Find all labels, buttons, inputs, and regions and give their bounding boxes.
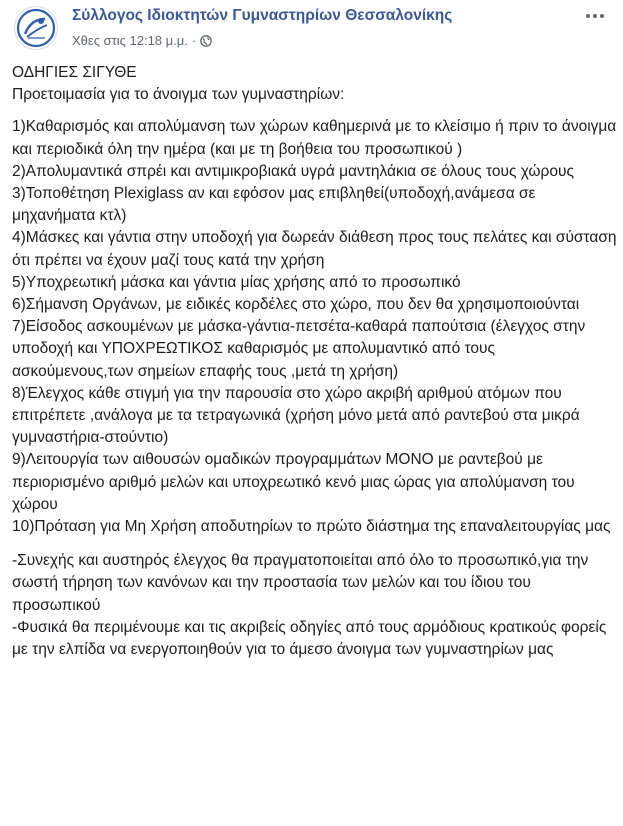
meta-separator: ·	[191, 33, 197, 48]
note-paragraph: -Φυσικά θα περιμένουμε και τις ακριβείς οδηγίες από τους αρμόδιους κρατικούς φορείς με την ελπίδα να ενεργοποιηθούν για το άμεσο άνοιγμα των γυμναστηρίων μας	[12, 618, 607, 659]
note-paragraph: -Συνεχής και αυστηρός έλεγχος θα πραγματοποιείται από όλο το προσωπικό,για την σωστή τήρηση των κανόνων και την προστασία των μελών και του ίδιου του προσωπικού	[12, 552, 589, 614]
post-title: ΟΔΗΓΙΕΣ ΣΙΓΥΘΕ	[12, 64, 137, 81]
post-meta	[72, 33, 212, 48]
list-item: 8)Έλεγχος κάθε στιγμή για την παρουσία στο χώρο ακριβή αριθμού ατόμων που επιτρέπετε ,ανάλογα με τα τετραγωνικά (χρήση μόνο μετά από ραντεβού στα μικρά γυμναστήρια-στούντιο)	[12, 384, 580, 447]
club-logo-icon	[15, 7, 57, 49]
list-item: 1)Καθαρισμός και απολύμανση των χώρων καθημερινά με το κλείσιμο ή πριν το άνοιγμα και περιοδικά όλη την ημέρα (και με τη βοήθεια του προσωπικού )	[12, 118, 617, 158]
list-item: 2)Απολυμαντικά σπρέι και αντιμικροβιακά υγρά μαντηλάκια σε όλους τους χώρους	[12, 162, 574, 180]
list-item: 6)Σήμανση Οργάνων, με ειδικές κορδέλες στο χώρο, που δεν θα χρησιμοποιούνται	[12, 296, 580, 314]
post-text	[12, 62, 617, 661]
more-options-icon[interactable]	[583, 6, 607, 26]
list-item: 3)Τοποθέτηση Plexiglass αν και εφόσον μας επιβληθεί(υποδοχή,ανάμεσα σε μηχανήματα κτλ)	[12, 185, 536, 225]
list-item: 5)Υποχρεωτική μάσκα και γάντια μίας χρήσης από το προσωπικό	[12, 273, 461, 291]
post-intro: Προετοιμασία για το άνοιγμα των γυμναστηρίων:	[12, 86, 345, 104]
post-header	[10, 4, 613, 54]
list-item: 4)Μάσκες και γάντια στην υποδοχή για δωρεάν διάθεση προς τους πελάτες και σύσταση ότι πρέπει να έχουν μαζί τους κατά την χρήση	[12, 229, 617, 269]
list-item: 7)Είσοδος ασκουμένων με μάσκα-γάντια-πετσέτα-καθαρά παπούτσια (έλεγχος στην υποδοχή και ΥΠΟΧΡΕΩΤΙΚΟΣ καθαρισμός με απολυμαντικό από τους ασκούμενους,των σημείων επαφής τους ,μετά τη χρήση)	[12, 318, 586, 380]
list-item: 9)Λειτουργία των αιθουσών ομαδικών προγραμμάτων ΜΟΝΟ με ραντεβού με περιορισμένο αριθμό μελών και υποχρεωτικό κενό μιας ώρας για απολύμανση του χώρου	[12, 451, 575, 513]
page-name-link[interactable]: Σύλλογος Ιδιοκτητών Γυμναστηρίων Θεσσαλονίκης	[72, 7, 453, 24]
avatar[interactable]	[14, 6, 58, 50]
list-item: 10)Πρόταση για Μη Χρήση αποδυτηρίων το πρώτο διάστημα της επαναλειτουργίας μας	[12, 518, 611, 536]
globe-icon[interactable]	[200, 35, 212, 47]
post-timestamp[interactable]: Χθες στις 12:18 μ.μ.	[72, 33, 188, 48]
